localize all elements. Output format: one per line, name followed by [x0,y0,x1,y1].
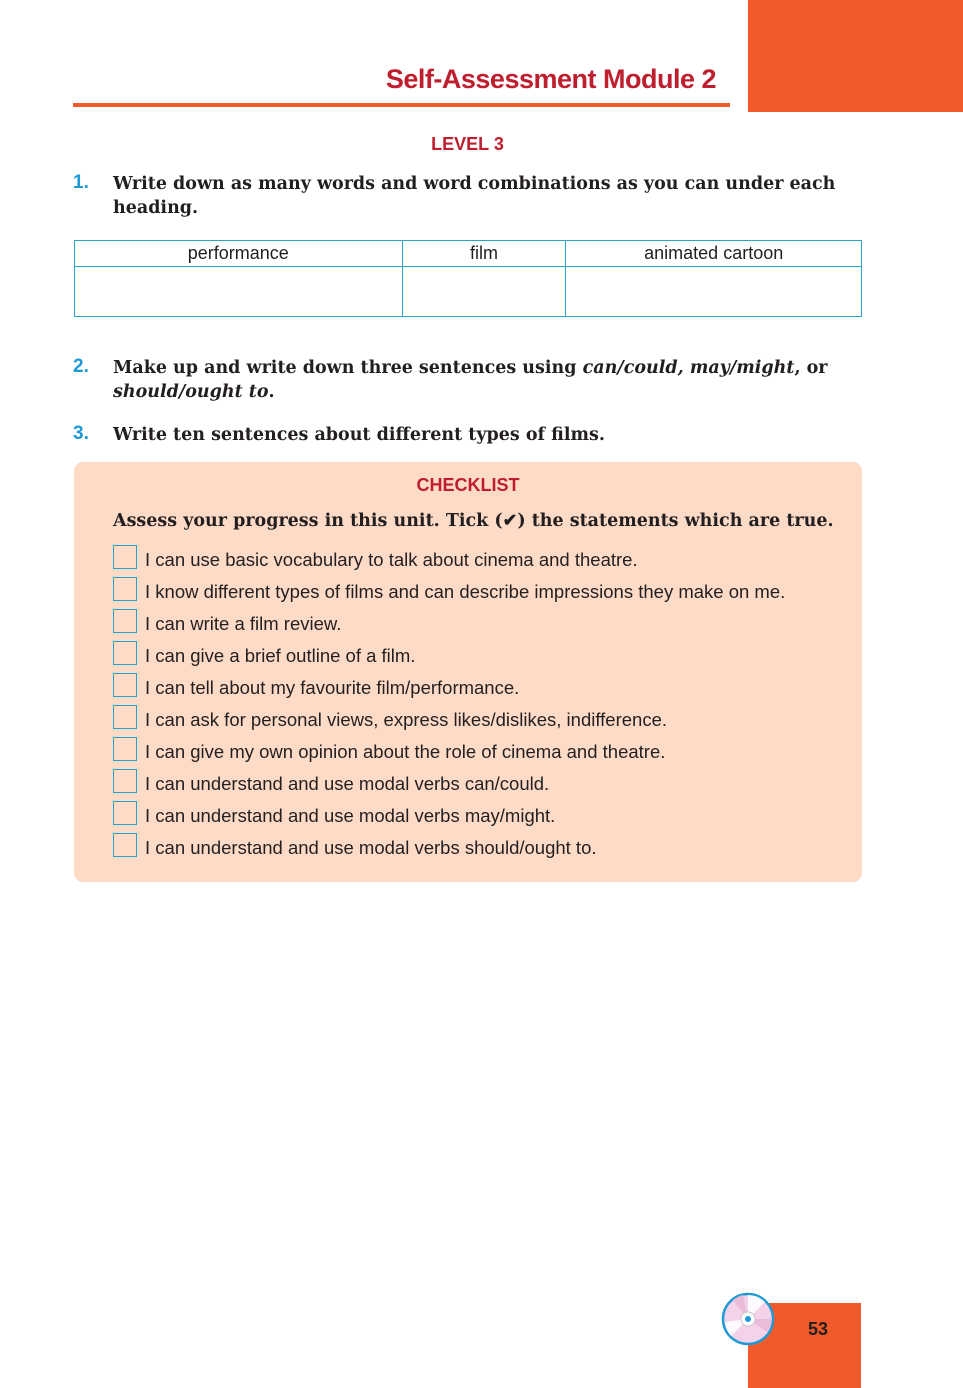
table-answer-cell[interactable] [566,267,862,317]
table-header-cell: animated cartoon [566,241,862,267]
tick-checkbox[interactable] [113,641,137,665]
task-text [113,356,863,404]
task-text-part: , or [794,358,828,378]
checklist-panel [74,462,862,882]
task-1 [73,172,863,220]
task-text-italic: can/could, may/might [582,358,795,378]
checklist-item-label: I can understand and use modal verbs can/could. [145,773,550,794]
tick-checkbox[interactable] [113,769,137,793]
page-number: 53 [808,1319,829,1339]
corner-decoration [748,0,963,112]
checklist-item-label: I can give my own opinion about the role of cinema and theatre. [145,741,666,762]
checklist-instruction: Assess your progress in this unit. Tick (✔) the statements which are true. [113,511,834,531]
tick-checkbox[interactable] [113,833,137,857]
task-text-part: . [268,382,275,402]
tick-checkbox[interactable] [113,705,137,729]
checklist-item-label: I can ask for personal views, express likes/dislikes, indifference. [145,709,668,730]
checklist-heading: CHECKLIST [416,475,520,495]
tick-checkbox[interactable] [113,609,137,633]
table-answer-cell[interactable] [75,267,403,317]
words-table [74,240,862,317]
checklist-item-label: I can understand and use modal verbs should/ought to. [145,837,597,858]
tick-checkbox[interactable] [113,577,137,601]
table-answer-cell[interactable] [402,267,566,317]
checklist-item-label: I can write a film review. [145,613,342,634]
checklist-item-label: I can give a brief outline of a film. [145,645,416,666]
table-header-cell: performance [75,241,403,267]
task-number: 1. [73,172,89,193]
task-number: 2. [73,356,89,377]
task-text: Write down as many words and word combinations as you can under each heading. [113,174,836,218]
level-heading: LEVEL 3 [431,134,504,154]
task-text: Write ten sentences about different types of films. [113,425,605,445]
tick-checkbox[interactable] [113,801,137,825]
task-2 [73,356,863,404]
table-header-row [75,241,862,267]
task-text-italic: should/ought to [113,382,269,402]
table-row [75,267,862,317]
checklist-item-label: I know different types of films and can describe impressions they make on me. [145,581,786,602]
task-number: 3. [73,423,89,444]
tick-checkbox[interactable] [113,545,137,569]
table-header-cell: film [402,241,566,267]
cd-icon [721,1292,775,1346]
tick-checkbox[interactable] [113,673,137,697]
page-title: Self-Assessment Module 2 [385,64,716,94]
checklist-item-label: I can use basic vocabulary to talk about cinema and theatre. [145,549,638,570]
checklist-item-label: I can understand and use modal verbs may/might. [145,805,556,826]
checklist-item-label: I can tell about my favourite film/performance. [145,677,520,698]
task-3 [73,423,863,447]
tick-checkbox[interactable] [113,737,137,761]
title-underline [73,103,730,107]
task-text-part: Make up and write down three sentences using [113,358,583,378]
